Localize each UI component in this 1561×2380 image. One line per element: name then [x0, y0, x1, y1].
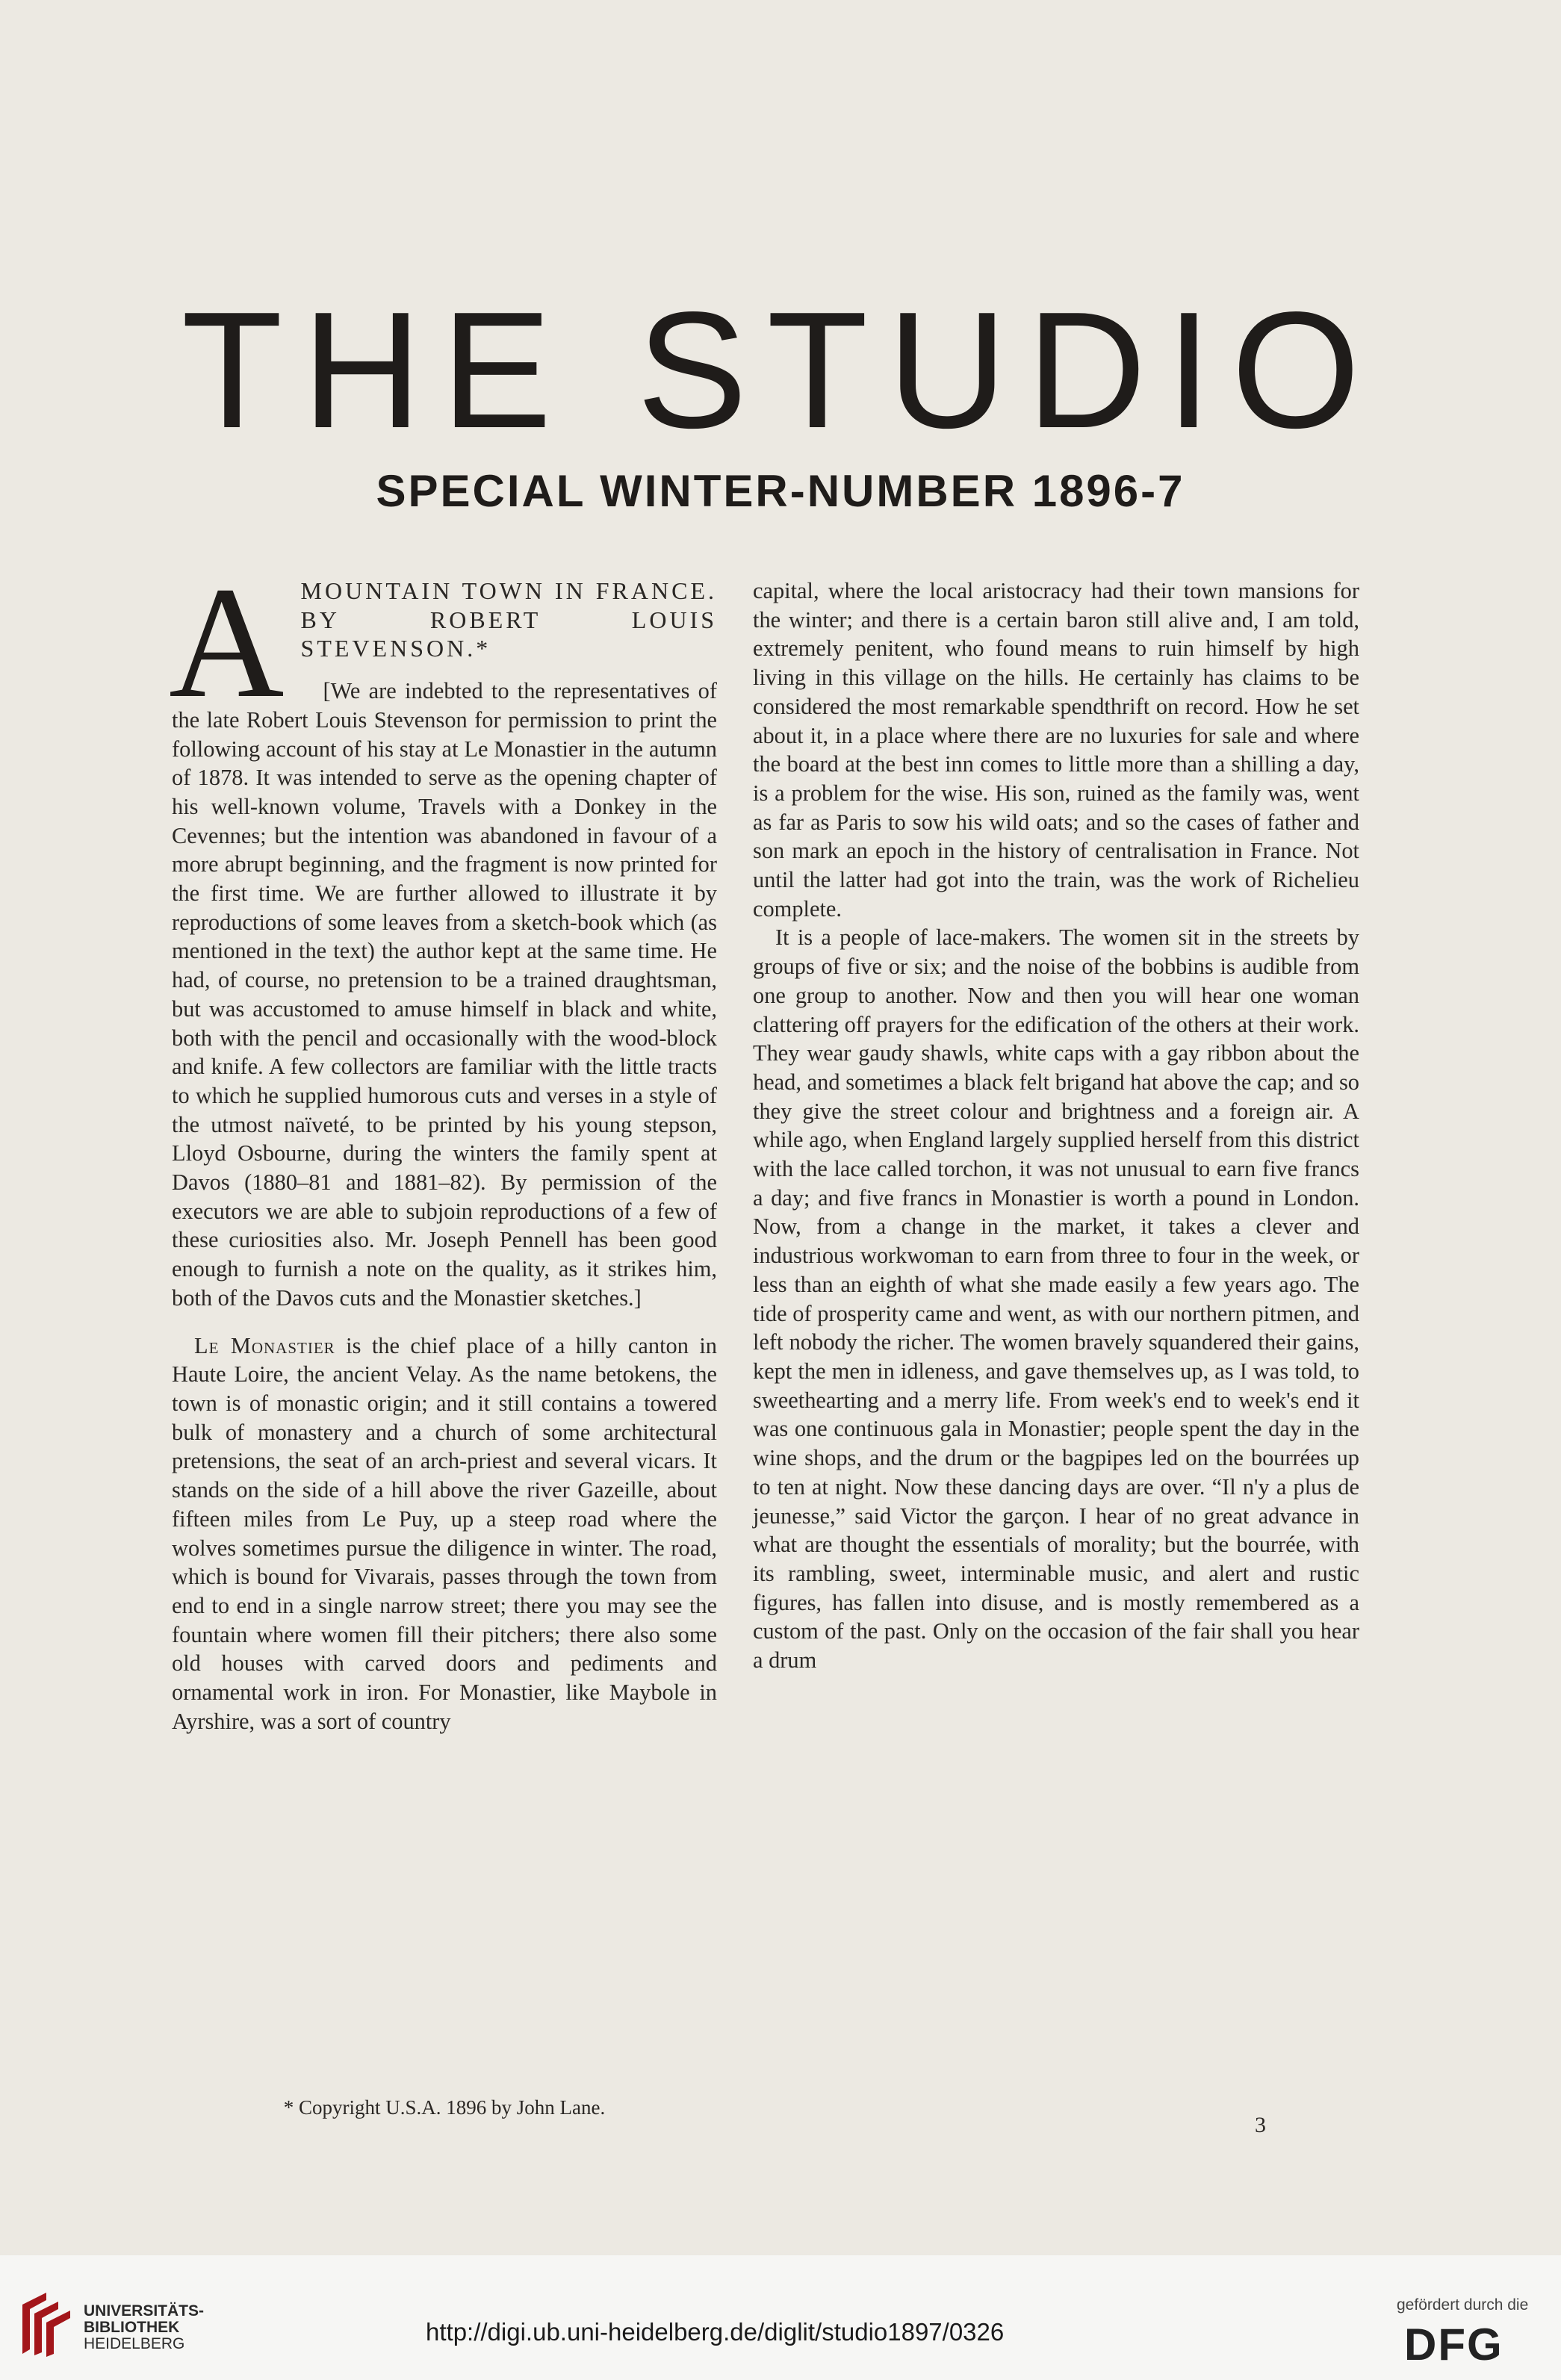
viewer-footer [0, 2255, 1561, 2380]
library-name [84, 2303, 204, 2352]
masthead-title: THE STUDIO [181, 278, 1380, 463]
dfg-logo: DFG [1404, 2320, 1503, 2370]
left-column [169, 554, 718, 1736]
library-name-line-1: UNIVERSITÄTS- [84, 2302, 205, 2320]
issue-subtitle: SPECIAL WINTER-NUMBER 1896-7 [376, 466, 1185, 516]
article-title: MOUNTAIN TOWN IN FRANCE. BY ROBERT LOUIS STEVENSON.* [300, 577, 717, 662]
library-name-line-3: HEIDELBERG [84, 2335, 185, 2352]
body-paragraph-3: It is a people of lace-makers. The women sit in the streets by groups of five or six; and the noise of the bobbins is audible from one group to another. Now and then you will hear one woman clattering off prayers for the edification of the others at their work. They wear gaudy shawls, white caps with a gay ribbon about the head, and sometimes a black felt brigand hat above the cap; and so they give the street colour and brightness and a foreign air. A while ago, when England largely supplied herself from this district with the lace called torchon, it was not unusual to earn five francs a day; and five francs in Monastier is worth a pound in London. Now, from a change in the market, it takes a clever and industrious workwoman to earn from three to four in the week, or less than an eighth of what she made easily a few years ago. The tide of prosperity came and went, as with our northern pitmen, and left nobody the richer. The women bravely squandered their gains, kept the men in idleness, and gave themselves up, as I was told, to sweethearting and a merry life. From week's end to week's end it was one continuous gala in Monastier; people spent the day in the wine shops, and the drum or the bagpipes led on the bourrées up to ten at night. Now these dancing days are over. “Il n'y a plus de jeunesse,” said Victor the garçon. I hear of no great advance in what are thought the essentials of morality; but the bourrée, with its rambling, sweet, interminable music, and alert and rustic figures, has fallen into disuse, and is mostly remembered as a custom of the past. Only on the occasion of the fair shall you hear a drum [753, 925, 1359, 1674]
right-column [753, 577, 1359, 1675]
copyright-footnote: * Copyright U.S.A. 1896 by John Lane. [283, 2096, 606, 2119]
paragraph-lead: Le Monastier [194, 1332, 335, 1358]
body-paragraph-1 [172, 1332, 717, 1736]
editor-note: [We are indebted to the representatives of the late Robert Louis Stevenson for permission to print the following account of his stay at Le Monastier in the autumn of 1878. It was intended to serve as the opening chapter of his well-known volume, Travels with a Donkey in the Cevennes; but the intention was abandoned in favour of a more abrupt beginning, and the fragment is now printed for the first time. We are further allowed to illustrate it by reproductions of some leaves from a sketch-book which (as mentioned in the text) the author kept at the same time. He had, of course, no pretension to be a trained draughtsman, but was accustomed to amuse himself in black and white, both with the pencil and occasionally with the wood-block and knife. A few collectors are familiar with the little tracts to which he supplied humorous cuts and verses in a style of the utmost naïveté, to be printed by his young stepson, Lloyd Osbourne, during the winters the family spent at Davos (1880–81 and 1881–82). By permission of the executors we are able to subjoin reproductions of a few of these curiosities also. Mr. Joseph Pennell has been good enough to furnish a note on the quality, as it strikes him, both of the Davos cuts and the Monastier sketches.] [172, 678, 717, 1311]
drop-cap: A [169, 554, 285, 731]
paragraph-text: is the chief place of a hilly canton in Haute Loire, the ancient Velay. As the name betokens, the town is of monastic origin; and it still contains a towered bulk of monastery and a church of some architectural pretensions, the seat of an arch-priest and several vicars. It stands on the side of a hill above the river Gazeille, about fifteen miles from Le Puy, up a steep road where the wolves sometimes pursue the diligence in winter. The road, which is bound for Vivarais, passes through the town from end to end in a single narrow street; there you may see the fountain where women fill their pitchers; there also some old houses with carved doors and pediments and ornamental work in iron. For Monastier, like Maybole in Ayrshire, was a sort of country [172, 1332, 718, 1734]
body-paragraph-2: capital, where the local aristocracy had their town mansions for the winter; and there is a certain baron still alive and, I am told, extremely penitent, who found means to ruin himself by high living in this village on the hills. He certainly has claims to be considered the most remarkable spendthrift on record. How he set about it, in a place where there are no luxuries for sale and where the board at the best inn comes to little more than a shilling a day, is a problem for the wise. His son, ruined as the family was, went as far as Paris to sow his wild oats; and so the cases of father and son mark an epoch in the history of centralisation in France. Not until the latter had got into the train, was the work of Richelieu complete. [753, 578, 1359, 922]
library-name-line-2: BIBLIOTHEK [84, 2319, 180, 2336]
library-logo-icon [16, 2290, 75, 2357]
funding-label: gefördert durch die [1397, 2296, 1529, 2314]
source-url-link[interactable]: http://digi.ub.uni-heidelberg.de/diglit/studio1897/0326 [426, 2318, 1005, 2346]
page-number: 3 [1255, 2113, 1266, 2137]
